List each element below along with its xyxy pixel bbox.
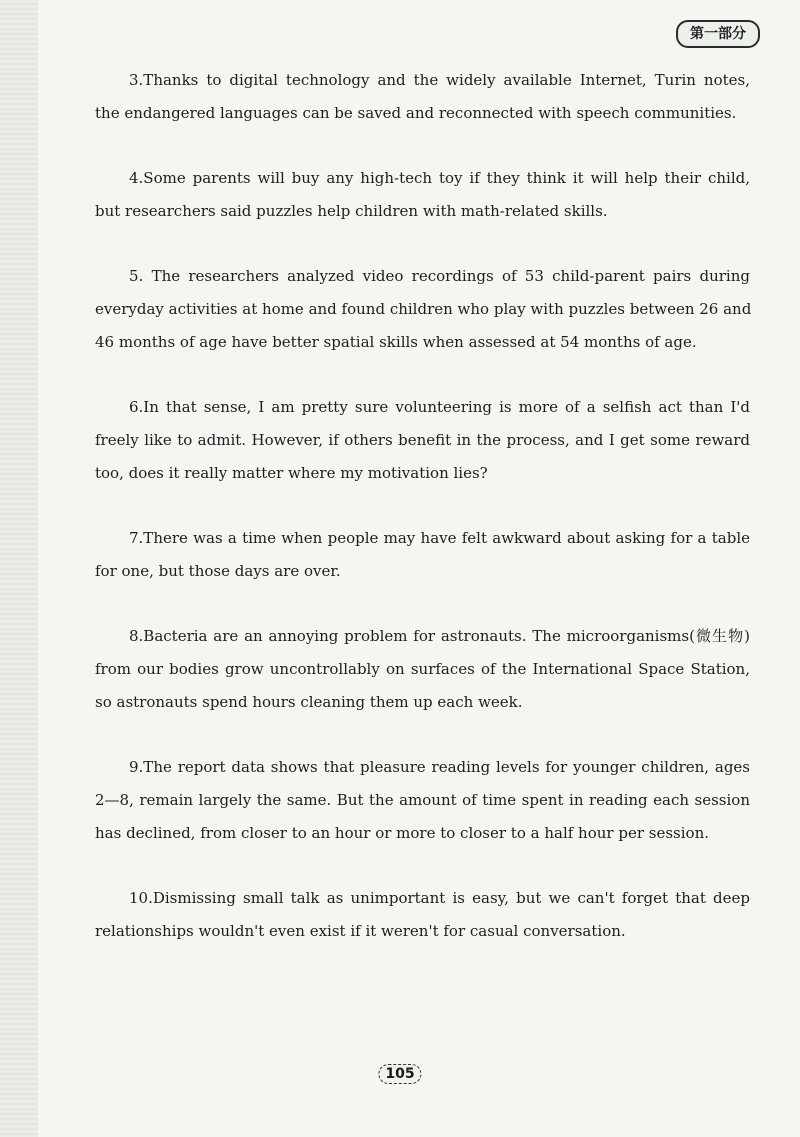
- sentence-line: 4.Some parents will buy any high-tech toy if they think it will help their child,: [129, 169, 750, 187]
- sentence-line: everyday activities at home and found children who play with puzzles between 26 and: [95, 300, 752, 318]
- section-badge: 第一部分: [676, 20, 760, 48]
- sentence-line: for one, but those days are over.: [95, 562, 341, 580]
- binding-edge: [0, 0, 38, 1137]
- sentence-line: 8.Bacteria are an annoying problem for astronauts. The microorganisms(微生物): [129, 627, 750, 645]
- sentence-item-9: [95, 751, 750, 850]
- sentence-line: 46 months of age have better spatial skills when assessed at 54 months of age.: [95, 333, 697, 351]
- sentence-item-3: [95, 64, 750, 130]
- sentence-item-4: [95, 162, 750, 228]
- sentence-item-6: [95, 391, 750, 490]
- sentence-item-10: [95, 882, 750, 948]
- sentence-line: too, does it really matter where my motivation lies?: [95, 464, 488, 482]
- sentence-line: 10.Dismissing small talk as unimportant is easy, but we can't forget that deep: [129, 889, 750, 907]
- sentence-line: relationships wouldn't even exist if it weren't for casual conversation.: [95, 922, 626, 940]
- sentence-line: from our bodies grow uncontrollably on surfaces of the International Space Station,: [95, 660, 750, 678]
- sentence-line: 3.Thanks to digital technology and the widely available Internet, Turin notes,: [129, 71, 750, 89]
- sentence-item-5: [95, 260, 750, 359]
- sentence-line: but researchers said puzzles help children with math-related skills.: [95, 202, 608, 220]
- sentence-line: the endangered languages can be saved and reconnected with speech communities.: [95, 104, 737, 122]
- sentence-line: freely like to admit. However, if others benefit in the process, and I get some reward: [95, 431, 750, 449]
- sentence-line: 5. The researchers analyzed video recordings of 53 child-parent pairs during: [129, 267, 750, 285]
- sentence-list: [95, 64, 750, 980]
- sentence-item-8: [95, 620, 750, 719]
- sentence-line: 6.In that sense, I am pretty sure volunteering is more of a selfish act than I'd: [129, 398, 750, 416]
- sentence-line: 9.The report data shows that pleasure reading levels for younger children, ages: [129, 758, 750, 776]
- sentence-line: 2—8, remain largely the same. But the amount of time spent in reading each session: [95, 791, 750, 809]
- page-number: 105: [378, 1064, 421, 1084]
- sentence-line: 7.There was a time when people may have felt awkward about asking for a table: [129, 529, 750, 547]
- sentence-line: has declined, from closer to an hour or more to closer to a half hour per session.: [95, 824, 709, 842]
- sentence-item-7: [95, 522, 750, 588]
- sentence-line: so astronauts spend hours cleaning them up each week.: [95, 693, 523, 711]
